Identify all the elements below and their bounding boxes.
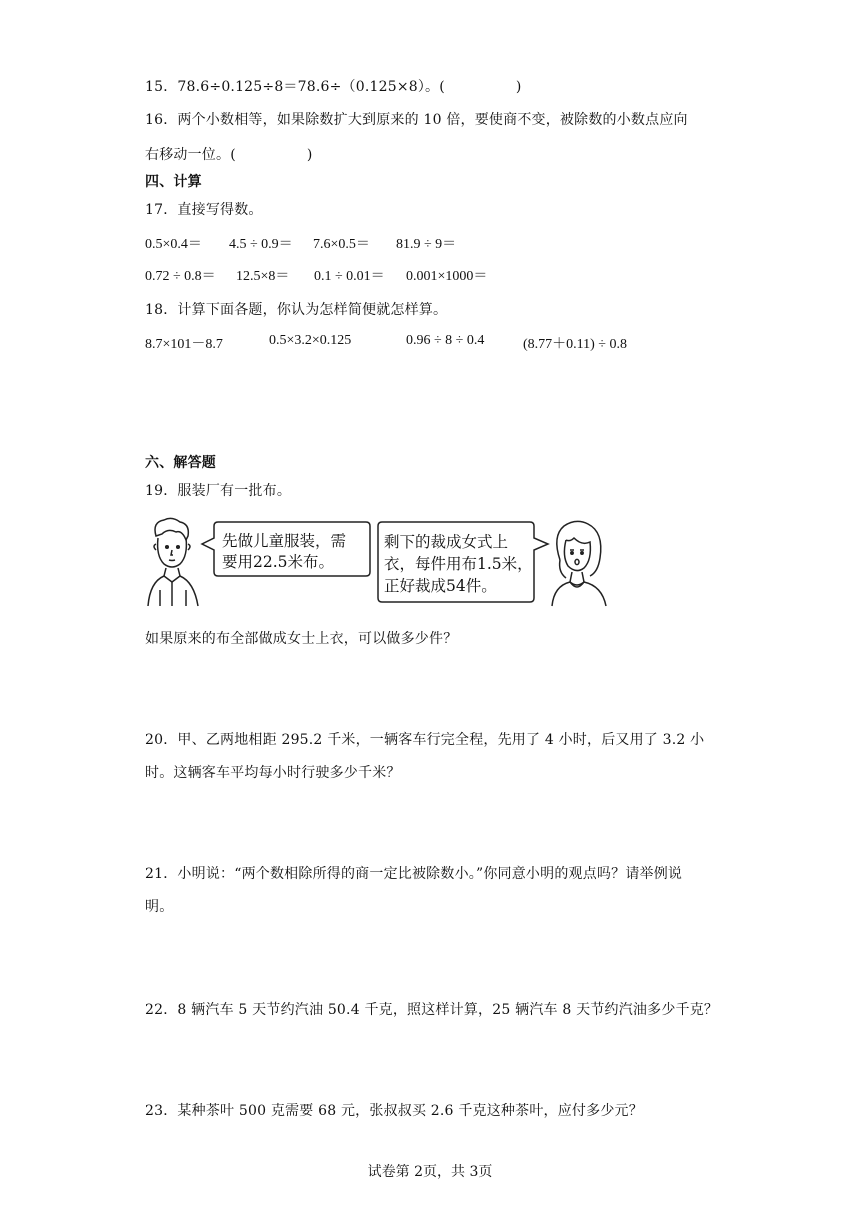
q18-item2: 0.5×3.2×0.125 xyxy=(269,333,352,348)
question-22: 22．8 辆汽车 5 天节约汽油 50.4 千克，照这样计算，25 辆汽车 8 天节约汽油多少千克？ xyxy=(145,1002,719,1018)
question-18-prompt: 18．计算下面各题，你认为怎样简便就怎样算。 xyxy=(145,302,448,318)
right-bubble-line3: 正好裁成54件。 xyxy=(384,577,497,595)
question-16-line1: 16．两个小数相等，如果除数扩大到原来的 10 倍，要使商不变，被除数的小数点应向 xyxy=(145,112,688,128)
question-20-line2: 时。这辆客车平均每小时行驶多少千米？ xyxy=(145,765,401,781)
question-23: 23．某种茶叶 500 克需要 68 元，张叔叔买 2.6 千克这种茶叶，应付多少元？ xyxy=(145,1103,643,1119)
question-17-prompt: 17．直接写得数。 xyxy=(145,202,263,218)
question-21-line2: 明。 xyxy=(145,899,174,915)
right-bubble-line2: 衣，每件用布1.5米， xyxy=(384,555,533,573)
right-bubble-line1: 剩下的裁成女式上 xyxy=(384,533,509,551)
q18-item3: 0.96 ÷ 8 ÷ 0.4 xyxy=(406,333,485,348)
q17-row1-item3: 7.6×0.5＝ xyxy=(313,237,370,252)
question-19-prompt: 19．服装厂有一批布。 xyxy=(145,483,292,499)
question-15: 15．78.6÷0.125÷8＝78.6÷（0.125×8）。( ) xyxy=(145,79,522,95)
q17-row2-item2: 12.5×8＝ xyxy=(236,269,290,284)
q17-row1-item2: 4.5 ÷ 0.9＝ xyxy=(229,237,293,252)
question-19-question: 如果原来的布全部做成女士上衣，可以做多少件？ xyxy=(145,631,458,647)
question-20-line1: 20．甲、乙两地相距 295.2 千米，一辆客车行完全程，先用了 4 小时，后又用了 3.2 小 xyxy=(145,732,705,748)
left-bubble-line2: 要用22.5米布。 xyxy=(222,553,335,571)
section-title-word-problems: 六、解答题 xyxy=(145,455,216,471)
q17-row1-item1: 0.5×0.4＝ xyxy=(145,237,202,252)
page-footer: 试卷第 2页，共 3页 xyxy=(367,1164,493,1180)
boy-figure xyxy=(148,518,198,606)
q19-illustration xyxy=(142,516,622,610)
q17-row1-item4: 81.9 ÷ 9＝ xyxy=(396,237,457,252)
question-16-line2: 右移动一位。( ) xyxy=(145,147,313,163)
q17-row2-item1: 0.72 ÷ 0.8＝ xyxy=(145,269,216,284)
q17-row2-item4: 0.001×1000＝ xyxy=(406,269,488,284)
left-bubble-line1: 先做儿童服装，需 xyxy=(222,532,347,550)
girl-figure xyxy=(552,521,606,606)
section-title-calculation: 四、计算 xyxy=(145,174,202,190)
q18-item4: (8.77＋0.11) ÷ 0.8 xyxy=(523,337,627,352)
q17-row2-item3: 0.1 ÷ 0.01＝ xyxy=(314,269,385,284)
q18-item1: 8.7×101－8.7 xyxy=(145,337,223,352)
question-21-line1: 21．小明说：“两个数相除所得的商一定比被除数小。”你同意小明的观点吗？请举例说 xyxy=(145,866,683,882)
